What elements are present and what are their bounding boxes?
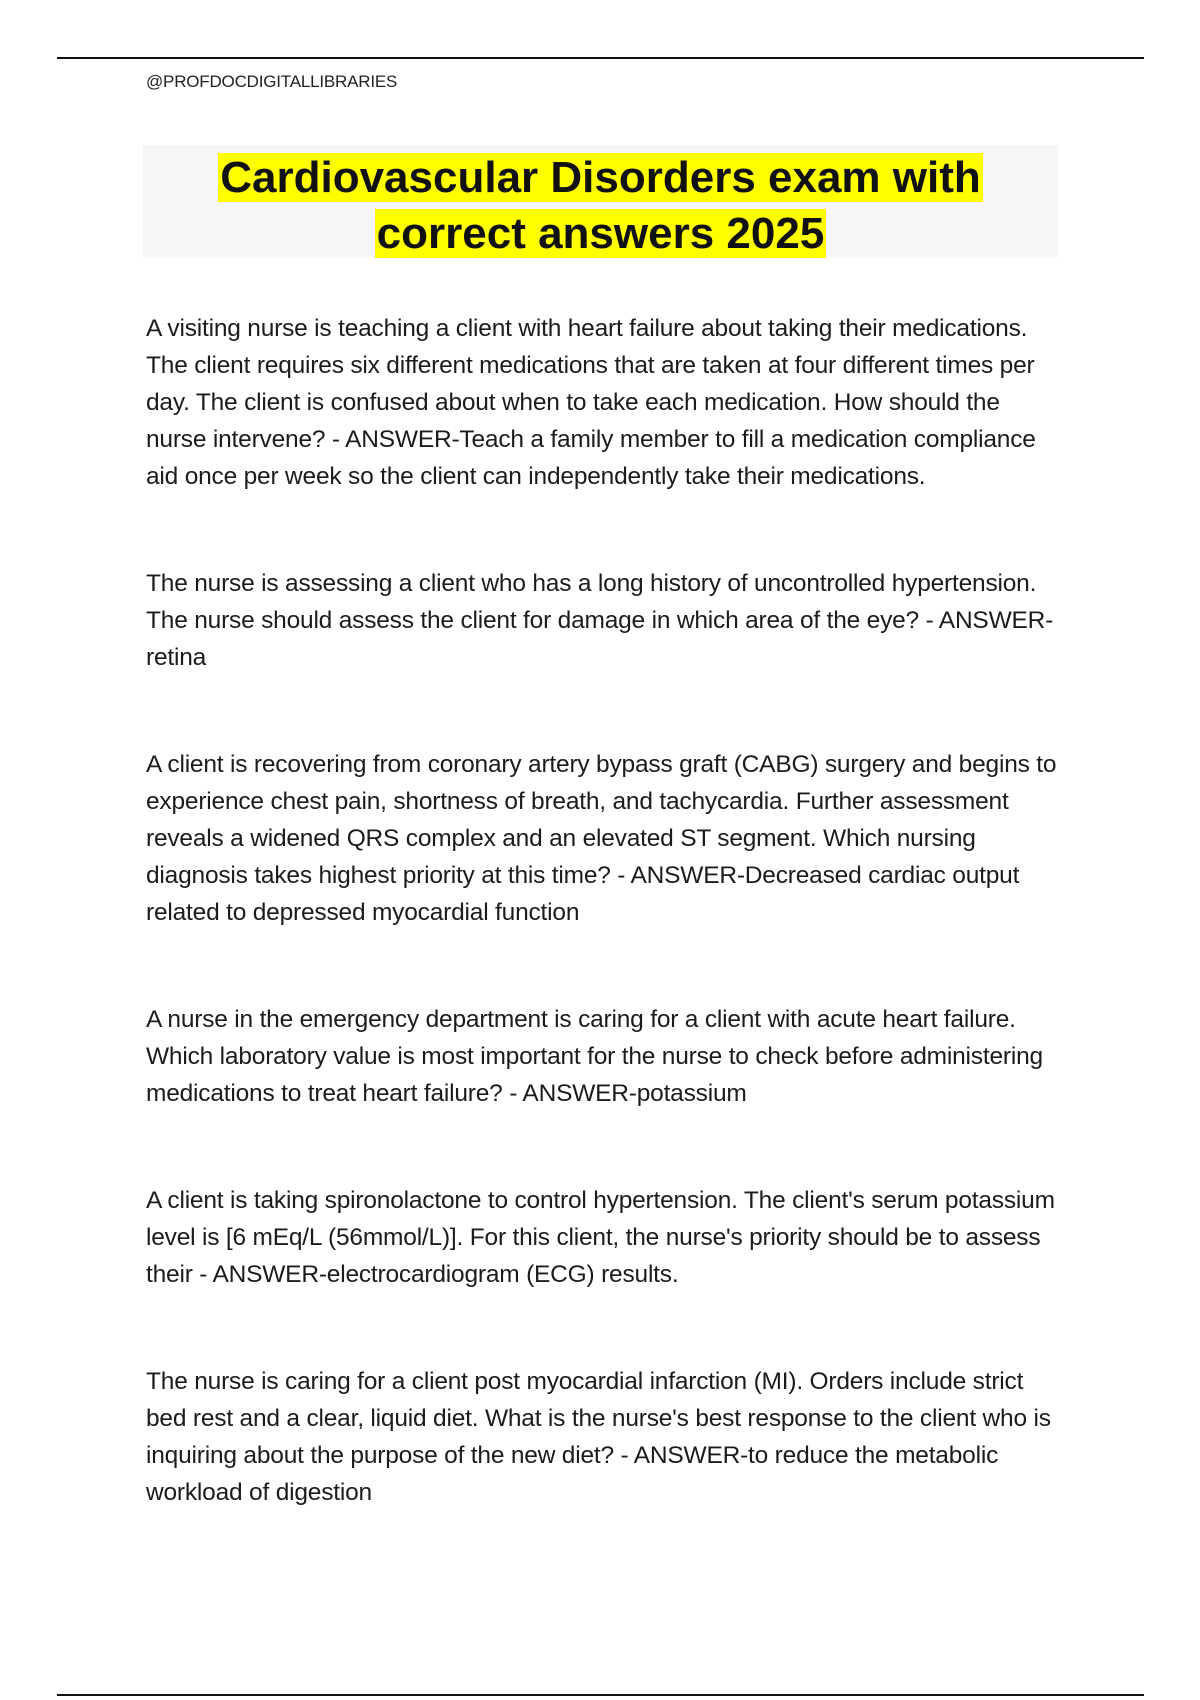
header-watermark: @PROFDOCDIGITALLIBRARIES (146, 72, 398, 91)
top-rule (57, 57, 1144, 59)
qa-item-4: A nurse in the emergency department is caring for a client with acute heart failure. Which laboratory value is most important for the nurse to check before administering medications to treat heart failure? - ANSWER-potassium (146, 1006, 1043, 1107)
title-line-1: Cardiovascular Disorders exam with (220, 153, 981, 202)
bottom-rule (57, 1694, 1144, 1696)
qa-item-5: A client is taking spironolactone to control hypertension. The client's serum potassium level is [6 mEq/L (56mmol/L)]. For this client, the nurse's priority should be to assess their - ANSWER-electrocardiogram (ECG) results. (146, 1187, 1055, 1288)
qa-item-1: A visiting nurse is teaching a client with heart failure about taking their medications. The client requires six different medications that are taken at four different times per day. The client is confused about when to take each medication. How should the nurse intervene? - ANSWER-Teach a family member to fill a medication compliance aid once per week so the client can independently take their medications. (146, 315, 1036, 490)
title-banner (143, 145, 1058, 257)
question-answer-list (146, 310, 1066, 1511)
qa-item-2: The nurse is assessing a client who has a long history of uncontrolled hypertension. The nurse should assess the client for damage in which area of the eye? - ANSWER-retina (146, 570, 1054, 671)
page-title (143, 145, 1058, 262)
title-line-2: correct answers 2025 (376, 209, 825, 258)
qa-item-6: The nurse is caring for a client post myocardial infarction (MI). Orders include strict bed rest and a clear, liquid diet. What is the nurse's best response to the client who is inquiring about the purpose of the new diet? - ANSWER-to reduce the metabolic workload of digestion (146, 1368, 1051, 1506)
qa-item-3: A client is recovering from coronary artery bypass graft (CABG) surgery and begins to experience chest pain, shortness of breath, and tachycardia. Further assessment reveals a widened QRS complex and an elevated ST segment. Which nursing diagnosis takes highest priority at this time? - ANSWER-Decreased cardiac output related to depressed myocardial function (146, 751, 1057, 926)
